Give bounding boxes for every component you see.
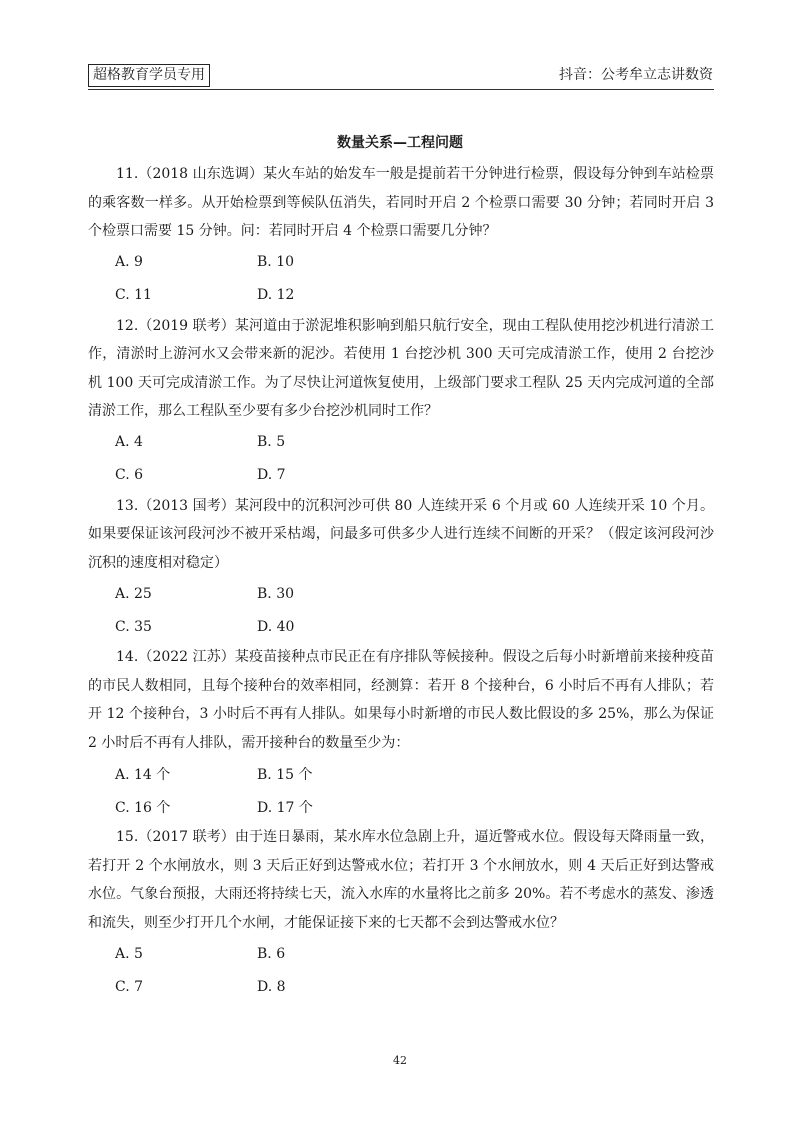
question-text: 13.（2013 国考）某河段中的沉积河沙可供 80 人连续开采 6 个月或 60 人连续开采 10 个月。如果要保证该河段河沙不被开采枯竭，问最多可供多少人进行连续不间断的开采？（假定该河段河沙沉积的速度相对稳定） xyxy=(88,497,714,571)
question-text: 15.（2017 联考）由于连日暴雨，某水库水位急剧上升，逼近警戒水位。假设每天降雨量一致，若打开 2 个水闸放水，则 3 天后正好到达警戒水位；若打开 3 个水闸放水，则 4 天后正好到达警戒水位。气象台预报，大雨还将持续七天，流入水库的水量将比之前多 20%。若不考虑水的蒸发、渗透和流失，则至少打开几个水闸，才能保证接下来的七天都不会到达警戒水位？ xyxy=(88,829,714,931)
question-text: 11.（2018 山东选调）某火车站的始发车一般是提前若干分钟进行检票，假设每分钟到车站检票的乘客数一样多。从开始检票到等候队伍消失，若同时开启 2 个检票口需要 30 分钟；若同时开启 3 个检票口需要 15 分钟。问：若同时开启 4 个检票口需要几分钟？ xyxy=(88,166,714,239)
question-12 xyxy=(88,312,714,492)
header-divider xyxy=(88,89,714,90)
option-d: D. 40 xyxy=(257,618,295,635)
option-row xyxy=(88,459,714,492)
option-row xyxy=(88,757,714,790)
page-number: 42 xyxy=(393,1054,407,1067)
option-row xyxy=(88,970,714,1003)
question-text: 14.（2022 江苏）某疫苗接种点市民正在有序排队等候接种。假设之后每小时新增前来接种疫苗的市民人数相同，且每个接种台的效率相同，经测算：若开 8 个接种台，6 小时后不再有人排队；若开 12 个接种台，3 小时后不再有人排队。如果每小时新增的市民人数比假设的多 25%，那么为保证 2 小时后不再有人排队，需开接种台的数量至少为： xyxy=(88,649,714,751)
option-b: B. 10 xyxy=(257,254,295,270)
page-title: 数量关系—工程问题 xyxy=(337,135,463,151)
option-d: D. 17 个 xyxy=(257,799,313,816)
option-d: D. 8 xyxy=(257,978,286,995)
option-c: C. 6 xyxy=(115,467,144,483)
header-badge: 超格教育学员专用 xyxy=(88,64,210,87)
option-b: B. 30 xyxy=(257,585,295,602)
question-15 xyxy=(88,823,714,1003)
option-row xyxy=(88,790,714,823)
option-a: A. 14 个 xyxy=(115,766,171,783)
header-source: 抖音：公考牟立志讲数资 xyxy=(559,67,713,83)
question-13 xyxy=(88,492,714,644)
option-a: A. 9 xyxy=(115,254,143,270)
option-row xyxy=(88,610,714,643)
option-row xyxy=(88,246,714,279)
option-row xyxy=(88,577,714,610)
option-row xyxy=(88,279,714,312)
option-c: C. 7 xyxy=(115,978,144,995)
option-d: D. 7 xyxy=(257,467,286,483)
option-row xyxy=(88,426,714,459)
option-b: B. 5 xyxy=(257,434,286,450)
option-a: A. 4 xyxy=(115,434,143,450)
option-a: A. 5 xyxy=(115,945,143,962)
option-d: D. 12 xyxy=(257,287,295,303)
option-c: C. 35 xyxy=(115,618,152,635)
option-row xyxy=(88,937,714,970)
option-a: A. 25 xyxy=(115,585,152,602)
question-text: 12.（2019 联考）某河道由于淤泥堆积影响到船只航行安全，现由工程队使用挖沙机进行清淤工作，清淤时上游河水又会带来新的泥沙。若使用 1 台挖沙机 300 天可完成清淤工作，使用 2 台挖沙机 100 天可完成清淤工作。为了尽快让河道恢复使用，上级部门要求工程队 25 天内完成河道的全部清淤工作，那么工程队至少要有多少台挖沙机同时工作？ xyxy=(88,317,714,419)
option-b: B. 15 个 xyxy=(257,766,313,783)
question-list xyxy=(88,160,714,1003)
question-11 xyxy=(88,160,714,312)
question-14 xyxy=(88,643,714,823)
option-b: B. 6 xyxy=(257,945,286,962)
option-c: C. 16 个 xyxy=(115,799,171,816)
option-c: C. 11 xyxy=(115,287,152,303)
